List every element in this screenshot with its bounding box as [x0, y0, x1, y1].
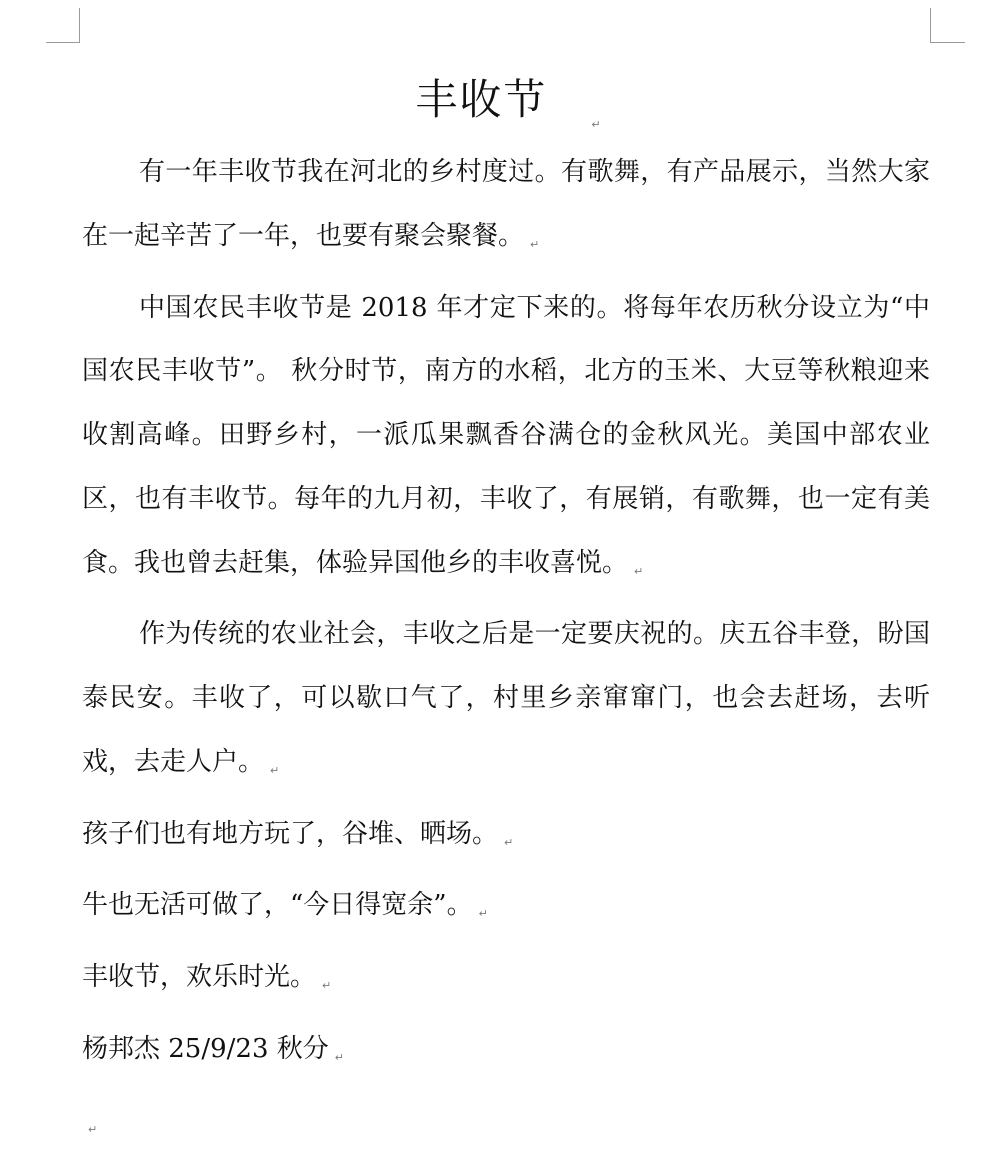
paragraph-mark-icon: ↵ [530, 238, 539, 251]
paragraph [82, 946, 930, 1018]
paragraph [82, 277, 930, 604]
paragraph-text: 中国农民丰收节是 2018 年才定下来的。将每年农历秋分设立为“中国农民丰收节”。 秋分时节，南方的水稻，北方的玉米、大豆等秋粮迎来收割高峰。田野乡村，一派瓜果飘香谷满仓的金秋风光。美国中部农业区，也有丰收节。每年的九月初，丰收了，有展销，有歌舞，也一定有美食。我也曾去赶集，体验异国他乡的丰收喜悦。 [82, 293, 930, 578]
paragraph [82, 603, 930, 802]
paragraph-mark-icon: ↵ [335, 1051, 344, 1064]
paragraph-mark-icon: ↵ [634, 565, 643, 578]
paragraph-mark-icon: ↵ [504, 836, 513, 849]
document-title-text: 丰收节 [415, 70, 547, 130]
paragraph [82, 874, 930, 946]
signature [82, 1018, 930, 1090]
paragraph-text: 牛也无活可做了，“今日得宽余”。 [82, 890, 473, 920]
paragraph-mark-icon: ↵ [591, 118, 602, 131]
signature-text: 杨邦杰 25/9/23 秋分 [82, 1034, 329, 1064]
page-corner-top-right [930, 8, 965, 43]
paragraph-mark-icon: ↵ [322, 979, 331, 992]
paragraph [82, 141, 930, 277]
paragraph-text: 作为传统的农业社会，丰收之后是一定要庆祝的。庆五谷丰登，盼国泰民安。丰收了，可以歇口气了，村里乡亲窜窜门，也会去赶场，去听戏，去走人户。 [82, 619, 930, 777]
document-body [82, 141, 930, 1161]
paragraph-text: 丰收节，欢乐时光。 [82, 962, 316, 992]
paragraph-text: 孩子们也有地方玩了，谷堆、晒场。 [82, 819, 498, 849]
paragraph-mark-icon: ↵ [270, 764, 279, 777]
paragraph [82, 803, 930, 875]
page-corner-top-left [46, 8, 80, 43]
paragraph-mark-icon: ↵ [479, 907, 488, 920]
paragraph-mark-icon: ↵ [88, 1123, 97, 1136]
empty-paragraph [82, 1090, 930, 1161]
paragraph-text: 有一年丰收节我在河北的乡村度过。有歌舞，有产品展示，当然大家在一起辛苦了一年，也要有聚会聚餐。 [82, 157, 930, 251]
